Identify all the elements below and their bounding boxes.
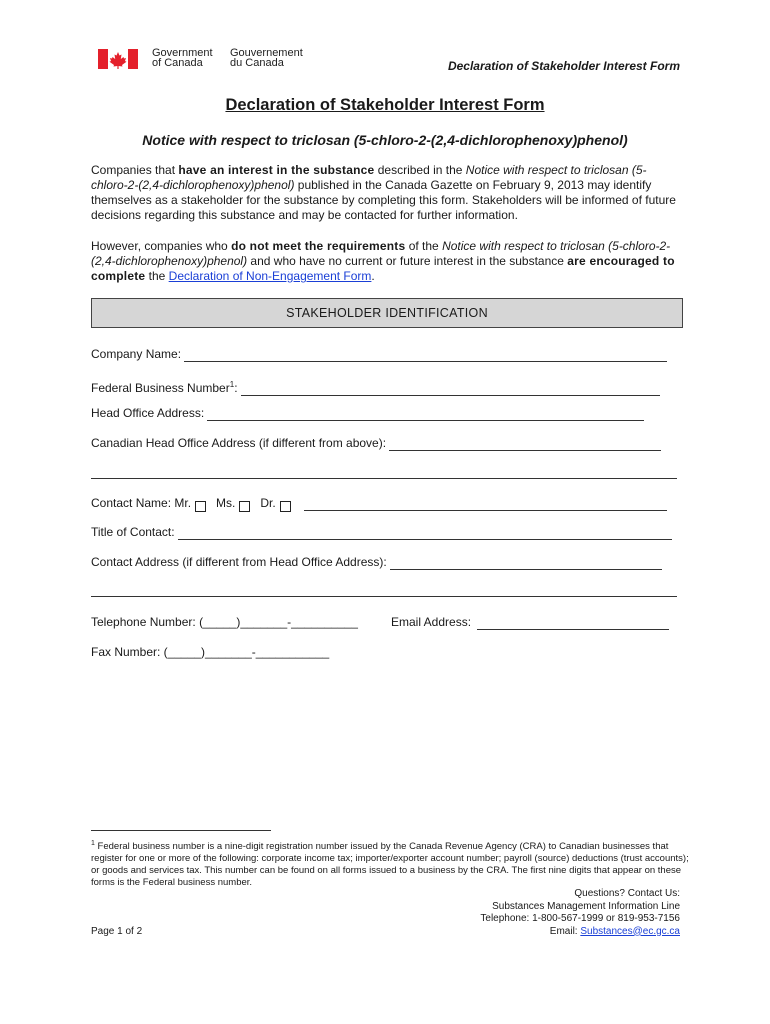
fax-input[interactable]: Fax Number: (_____)_______-___________ [91,645,330,659]
contact-address-input[interactable] [390,557,662,570]
intro-paragraph: Companies that have an interest in the substance described in the Notice with respect to triclosan (5-chloro-2-(2,4-dichlorophenoxy)phenol) published in the Canada Gazette on February 9, 2013 may identify themselves as a stakeholder for the substance by completing this form. Stakeholders will be informed of future decisions regarding this substance and may be contacted for further information. [91,163,676,222]
telephone-row [91,615,358,630]
contact-name-row: Contact Name: Mr. Ms. Dr. [91,496,667,511]
title-of-contact-input[interactable] [178,527,672,540]
ms-checkbox[interactable] [239,501,250,512]
fax-row [91,645,329,660]
gov-en: Government of Canada [152,47,213,69]
dr-checkbox[interactable] [280,501,291,512]
federal-business-number-input[interactable] [241,383,660,396]
email-row: Email Address: [391,615,669,630]
mr-checkbox[interactable] [195,501,206,512]
federal-business-number-row: Federal Business Number$^1$: [91,377,660,396]
contact-address-row: Contact Address (if different from Head Office Address): [91,555,662,570]
non-engagement-form-link[interactable]: Declaration of Non-Engagement Form [168,269,372,283]
section-header: STAKEHOLDER IDENTIFICATION [91,298,683,328]
footnote-divider [91,830,271,831]
company-name-row: Company Name: [91,347,667,362]
email-input[interactable] [477,617,669,630]
company-name-input[interactable] [184,349,667,362]
gov-fr: Gouvernement du Canada [230,47,303,69]
canadian-head-office-row: Canadian Head Office Address (if different from above): [91,436,661,451]
head-office-address-row: Head Office Address: [91,406,644,421]
page-subtitle: Notice with respect to triclosan (5-chloro-2-(2,4-dichlorophenoxy)phenol) [142,132,628,148]
footnote: $^1$ Federal business number is a nine-digit registration number issued by the Canada Revenue Agency (CRA) to Canadian businesses that register for one or more of the following: corporate income tax; importer/exporter account number; payroll (source) deductions (trust accounts); or goods and services tax. This number can be found on all forms issued to a business by the CRA. The first nine digits that appear on these forms is the Federal business number. [91,840,689,889]
canada-flag-icon [98,49,138,69]
page-title: Declaration of Stakeholder Interest Form [225,96,545,114]
government-of-canada-signature [98,48,318,74]
contact-name-input[interactable] [304,498,667,511]
contact-block: Questions? Contact Us: Substances Management Information Line Telephone: 1-800-567-1999 or 819-953-7156 Email: Substances@ec.gc.ca [480,888,680,937]
running-header-title: Declaration of Stakeholder Interest Form [447,59,680,73]
contact-email-link[interactable]: Substances@ec.gc.ca [580,925,680,937]
contact-address-input-line2[interactable] [91,596,677,597]
head-office-address-input[interactable] [207,408,644,421]
title-of-contact-row: Title of Contact: [91,525,672,540]
telephone-input[interactable]: Telephone Number: (_____)_______-__________ [91,615,358,629]
page-number: Page 1 of 2 [91,926,143,937]
canadian-head-office-input-line2[interactable] [91,478,677,479]
canadian-head-office-input[interactable] [389,438,661,451]
non-engagement-paragraph: However, companies who do not meet the requirements of the Notice with respect to triclosan (5-chloro-2-(2,4-dichlorophenoxy)phenol) and who have no current or future interest in the substance are encouraged to complete the Declaration of Non-Engagement Form. [91,239,675,283]
